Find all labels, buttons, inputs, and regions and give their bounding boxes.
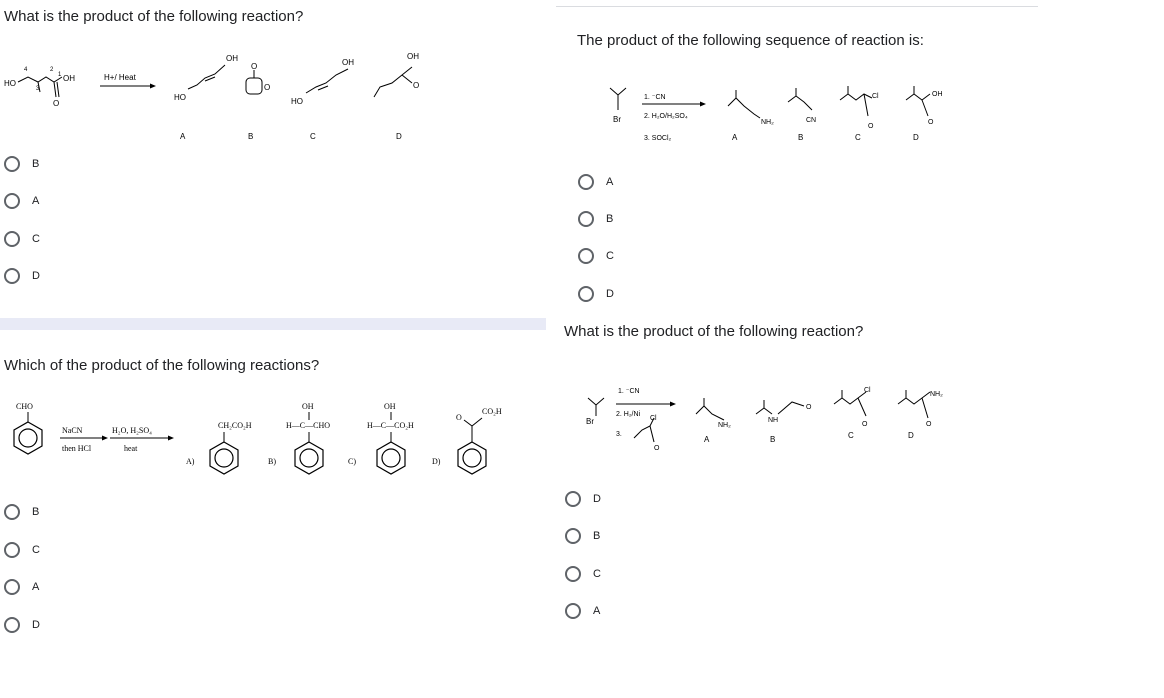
svg-text:O: O bbox=[654, 445, 660, 452]
q1-option-2[interactable] bbox=[4, 190, 39, 212]
svg-text:D: D bbox=[396, 132, 402, 141]
svg-text:B: B bbox=[248, 132, 254, 141]
svg-text:A: A bbox=[704, 435, 710, 444]
option-label: C bbox=[32, 233, 40, 245]
radio-button[interactable] bbox=[4, 579, 20, 595]
svg-text:CO₂H: CO₂H bbox=[482, 407, 502, 416]
svg-text:1. ⁻CN: 1. ⁻CN bbox=[644, 94, 666, 101]
q2-option-2[interactable] bbox=[578, 208, 613, 230]
svg-text:NH₂: NH₂ bbox=[930, 391, 943, 398]
q4-title: Which of the product of the following reactions? bbox=[4, 357, 320, 374]
svg-text:Cl: Cl bbox=[650, 415, 657, 422]
svg-text:4: 4 bbox=[24, 67, 28, 73]
radio-button[interactable] bbox=[4, 156, 20, 172]
option-label: C bbox=[593, 568, 601, 580]
q3-option-2[interactable] bbox=[565, 525, 600, 547]
svg-text:HO: HO bbox=[174, 93, 186, 102]
svg-text:O: O bbox=[251, 62, 258, 71]
q4-option-1[interactable] bbox=[4, 501, 39, 523]
q3-option-4[interactable] bbox=[565, 600, 600, 622]
option-label: D bbox=[606, 288, 614, 300]
svg-text:A): A) bbox=[186, 457, 195, 466]
svg-text:O: O bbox=[806, 404, 812, 411]
svg-text:OH: OH bbox=[342, 58, 354, 67]
radio-button[interactable] bbox=[4, 542, 20, 558]
q1-reactant bbox=[18, 77, 62, 97]
svg-text:O: O bbox=[264, 83, 271, 92]
q1-title: What is the product of the following reaction? bbox=[4, 8, 304, 25]
option-label: A bbox=[32, 195, 40, 207]
radio-button[interactable] bbox=[4, 231, 20, 247]
q2-option-1[interactable] bbox=[578, 171, 613, 193]
q2-option-4[interactable] bbox=[578, 283, 614, 305]
svg-text:A: A bbox=[732, 133, 738, 142]
svg-text:OH: OH bbox=[407, 52, 419, 61]
svg-text:heat: heat bbox=[124, 444, 138, 453]
svg-text:1. ⁻CN: 1. ⁻CN bbox=[618, 388, 640, 395]
svg-text:H—C—CO₂H: H—C—CO₂H bbox=[367, 421, 414, 430]
q4-option-3[interactable] bbox=[4, 576, 39, 598]
svg-text:OH: OH bbox=[302, 402, 314, 411]
option-label: C bbox=[606, 250, 614, 262]
svg-text:Br: Br bbox=[586, 417, 594, 426]
q4-reaction-scheme bbox=[0, 390, 545, 485]
svg-text:NH: NH bbox=[768, 417, 779, 424]
svg-text:D: D bbox=[908, 431, 914, 440]
option-label: B bbox=[606, 213, 614, 225]
svg-text:CN: CN bbox=[806, 117, 817, 124]
svg-text:then HCl: then HCl bbox=[62, 444, 92, 453]
radio-button[interactable] bbox=[578, 211, 594, 227]
radio-button[interactable] bbox=[4, 268, 20, 284]
radio-button[interactable] bbox=[4, 617, 20, 633]
svg-text:B): B) bbox=[268, 457, 276, 466]
q3-option-1[interactable] bbox=[565, 488, 601, 510]
svg-text:C): C) bbox=[348, 457, 356, 466]
q3-option-3[interactable] bbox=[565, 563, 601, 585]
option-label: D bbox=[32, 270, 40, 282]
radio-button[interactable] bbox=[565, 566, 581, 582]
svg-text:H+/ Heat: H+/ Heat bbox=[104, 73, 136, 82]
svg-text:C: C bbox=[855, 133, 861, 142]
svg-text:A: A bbox=[180, 132, 186, 141]
top-divider bbox=[556, 6, 1038, 7]
svg-text:NH₂: NH₂ bbox=[761, 119, 774, 126]
svg-text:O: O bbox=[926, 421, 932, 428]
svg-text:Cl: Cl bbox=[864, 387, 871, 394]
svg-text:HO: HO bbox=[4, 79, 16, 88]
svg-text:O: O bbox=[862, 421, 868, 428]
q2-title: The product of the following sequence of reaction is: bbox=[577, 32, 924, 49]
svg-text:C: C bbox=[848, 431, 854, 440]
svg-text:Br: Br bbox=[613, 115, 621, 124]
svg-text:2. H₂/Ni: 2. H₂/Ni bbox=[616, 411, 641, 418]
option-label: D bbox=[593, 493, 601, 505]
option-label: B bbox=[32, 506, 40, 518]
option-label: B bbox=[32, 158, 40, 170]
svg-text:CH₂CO₂H: CH₂CO₂H bbox=[218, 421, 252, 430]
q4-option-2[interactable] bbox=[4, 539, 40, 561]
svg-text:NaCN: NaCN bbox=[62, 426, 83, 435]
q1-option-1[interactable] bbox=[4, 153, 39, 175]
svg-text:Cl: Cl bbox=[872, 93, 879, 100]
svg-text:1: 1 bbox=[58, 72, 62, 78]
svg-text:O: O bbox=[413, 81, 420, 90]
svg-text:2: 2 bbox=[50, 67, 54, 73]
svg-text:O: O bbox=[928, 119, 934, 126]
option-label: B bbox=[593, 530, 601, 542]
radio-button[interactable] bbox=[4, 193, 20, 209]
svg-text:D: D bbox=[913, 133, 919, 142]
radio-button[interactable] bbox=[578, 174, 594, 190]
radio-button[interactable] bbox=[565, 603, 581, 619]
svg-text:C: C bbox=[310, 132, 316, 141]
q1-option-4[interactable] bbox=[4, 265, 40, 287]
svg-text:O: O bbox=[868, 123, 874, 130]
svg-text:CHO: CHO bbox=[16, 402, 33, 411]
q1-option-3[interactable] bbox=[4, 228, 40, 250]
radio-button[interactable] bbox=[578, 286, 594, 302]
svg-text:OH: OH bbox=[384, 402, 396, 411]
svg-text:NH₂: NH₂ bbox=[718, 422, 731, 429]
option-label: D bbox=[32, 619, 40, 631]
radio-button[interactable] bbox=[565, 491, 581, 507]
svg-text:H—C—CHO: H—C—CHO bbox=[286, 421, 331, 430]
svg-text:O: O bbox=[456, 413, 462, 422]
svg-text:HO: HO bbox=[291, 97, 303, 106]
option-label: A bbox=[32, 581, 40, 593]
option-label: A bbox=[593, 605, 601, 617]
radio-button[interactable] bbox=[578, 248, 594, 264]
svg-text:2. H₂O/H₂SO₄: 2. H₂O/H₂SO₄ bbox=[644, 113, 688, 120]
svg-text:OH: OH bbox=[932, 91, 943, 98]
option-label: A bbox=[606, 176, 614, 188]
option-label: C bbox=[32, 544, 40, 556]
svg-text:3.: 3. bbox=[616, 431, 622, 438]
radio-button[interactable] bbox=[4, 504, 20, 520]
radio-button[interactable] bbox=[565, 528, 581, 544]
svg-text:3. SOCl₂: 3. SOCl₂ bbox=[644, 135, 672, 142]
q3-title: What is the product of the following reaction? bbox=[564, 323, 864, 340]
svg-text:H₂O, H₂SO₄: H₂O, H₂SO₄ bbox=[112, 426, 152, 435]
svg-text:OH: OH bbox=[226, 54, 238, 63]
svg-text:3: 3 bbox=[36, 86, 40, 92]
svg-text:B: B bbox=[798, 133, 804, 142]
section-separator bbox=[0, 318, 546, 330]
q2-option-3[interactable] bbox=[578, 245, 614, 267]
q2-reaction-scheme bbox=[600, 80, 960, 150]
q3-reaction-scheme bbox=[578, 380, 958, 455]
svg-text:OH: OH bbox=[63, 74, 75, 83]
svg-text:B: B bbox=[770, 435, 776, 444]
svg-text:O: O bbox=[53, 99, 60, 108]
q1-reaction-scheme bbox=[0, 45, 545, 145]
svg-text:D): D) bbox=[432, 457, 441, 466]
q4-option-4[interactable] bbox=[4, 614, 40, 636]
